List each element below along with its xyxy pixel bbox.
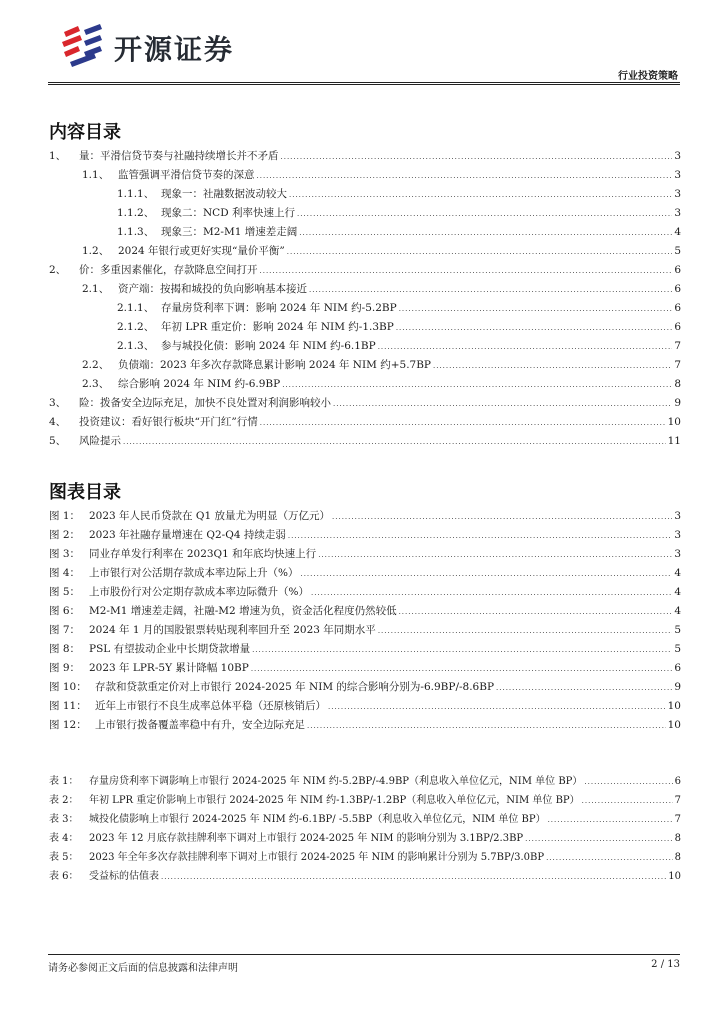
figure-entry[interactable] bbox=[49, 509, 681, 523]
figure-entry-number: 图 11： bbox=[49, 700, 87, 712]
figure-entry-page: 10 bbox=[667, 719, 681, 731]
toc-entry-text: 综合影响 2024 年 NIM 约-6.9BP bbox=[118, 378, 281, 390]
figure-entry-text: 上市股份行对公定期存款成本率边际微升（%） bbox=[89, 586, 309, 598]
figure-entry[interactable] bbox=[49, 528, 681, 542]
toc-leader-dots bbox=[309, 283, 672, 297]
toc-leader-dots bbox=[582, 794, 673, 808]
toc-entry-number: 1.2、 bbox=[82, 245, 110, 257]
toc-leader-dots bbox=[252, 643, 672, 657]
toc-entry-number: 1.1.1、 bbox=[117, 188, 155, 200]
toc-entry-text: 资产端：按揭和城投的负向影响基本接近 bbox=[118, 283, 307, 295]
figure-entry-text: 上市银行对公活期存款成本率边际上升（%） bbox=[89, 567, 299, 579]
toc-entry-page: 3 bbox=[674, 188, 681, 200]
table-entry-number: 表 6： bbox=[49, 871, 79, 882]
toc-leader-dots bbox=[307, 719, 666, 733]
figures-title: 图表目录 bbox=[49, 482, 121, 503]
table-entry-text: 受益标的估值表 bbox=[89, 871, 159, 882]
toc-entry-page: 3 bbox=[674, 207, 681, 219]
toc-leader-dots bbox=[433, 359, 672, 373]
figure-entry-page: 5 bbox=[674, 624, 681, 636]
toc-entry-page: 7 bbox=[674, 340, 681, 352]
toc-entry-number: 2.3、 bbox=[82, 378, 110, 390]
toc-entry[interactable] bbox=[117, 320, 681, 334]
figure-entry-number: 图 2： bbox=[49, 529, 81, 541]
figure-entry[interactable] bbox=[49, 585, 681, 599]
table-entry-page: 7 bbox=[674, 814, 681, 825]
figure-entry[interactable] bbox=[49, 661, 681, 675]
toc-entry-page: 11 bbox=[667, 435, 681, 447]
toc-entry-number: 2.2、 bbox=[82, 359, 110, 371]
figure-entry-number: 图 7： bbox=[49, 624, 81, 636]
table-entry-page: 8 bbox=[674, 833, 681, 844]
toc-entry[interactable] bbox=[49, 396, 681, 410]
figure-entry-page: 10 bbox=[667, 700, 681, 712]
page-header bbox=[48, 18, 680, 74]
toc-entry-number: 3、 bbox=[49, 397, 67, 409]
toc-entry-text: 监管强调平滑信贷节奏的深意 bbox=[118, 169, 255, 181]
toc-entry-page: 3 bbox=[674, 150, 681, 162]
toc-entry-number: 5、 bbox=[49, 435, 67, 447]
table-entry-text: 2023 年全年多次存款挂牌利率下调对上市银行 2024-2025 年 NIM 的影响累计分别为 5.7BP/3.0BP bbox=[89, 852, 545, 863]
toc-entry-page: 6 bbox=[674, 264, 681, 276]
figure-entry[interactable] bbox=[49, 623, 681, 637]
toc-entry[interactable] bbox=[117, 206, 681, 220]
table-entry-text: 年初 LPR 重定价影响上市银行 2024-2025 年 NIM 约-1.3BP/-1.2BP（利息收入单位亿元，NIM 单位 BP） bbox=[89, 795, 580, 806]
toc-entry-text: 现象二：NCD 利率快速上行 bbox=[161, 207, 295, 219]
figure-entry-text: M2-M1 增速差走阔，社融-M2 增速为负，资金活化程度仍然较低 bbox=[89, 605, 397, 617]
toc-leader-dots bbox=[399, 605, 673, 619]
toc-leader-dots bbox=[300, 567, 672, 581]
table-entry[interactable] bbox=[49, 775, 681, 789]
footer-divider bbox=[48, 954, 680, 955]
figure-entry[interactable] bbox=[49, 642, 681, 656]
toc-entry-page: 3 bbox=[674, 169, 681, 181]
toc-entry-text: 现象三：M2-M1 增速差走阔 bbox=[161, 226, 298, 238]
toc-entry-number: 1.1、 bbox=[82, 169, 110, 181]
toc-entry-number: 1.1.2、 bbox=[117, 207, 155, 219]
figure-entry-number: 图 12： bbox=[49, 719, 87, 731]
figure-entry[interactable] bbox=[49, 547, 681, 561]
table-entry-page: 6 bbox=[674, 776, 681, 787]
toc-leader-dots bbox=[548, 813, 673, 827]
table-entry-page: 10 bbox=[668, 871, 681, 882]
figure-entry-page: 4 bbox=[674, 586, 681, 598]
toc-entry-page: 10 bbox=[667, 416, 681, 428]
toc-leader-dots bbox=[399, 302, 673, 316]
toc-entry[interactable] bbox=[82, 358, 681, 372]
figure-entry-page: 3 bbox=[674, 548, 681, 560]
toc-entry-text: 参与城投化债：影响 2024 年 NIM 约-6.1BP bbox=[161, 340, 376, 352]
figure-entry-text: 存款和贷款重定价对上市银行 2024-2025 年 NIM 的综合影响分别为-6.9BP/-8.6BP bbox=[95, 681, 495, 693]
figure-entry-number: 图 10： bbox=[49, 681, 87, 693]
table-entry-number: 表 2： bbox=[49, 795, 79, 806]
toc-entry-number: 2.1、 bbox=[82, 283, 110, 295]
table-entry-number: 表 4： bbox=[49, 833, 79, 844]
toc-leader-dots bbox=[297, 207, 672, 221]
toc-entry[interactable] bbox=[82, 168, 681, 182]
figure-entry-page: 9 bbox=[674, 681, 681, 693]
toc-entry-page: 6 bbox=[674, 321, 681, 333]
toc-entry-text: 风险提示 bbox=[79, 435, 121, 447]
toc-entry-text: 现象一：社融数据波动较大 bbox=[161, 188, 287, 200]
table-entry[interactable] bbox=[49, 794, 681, 808]
toc-leader-dots bbox=[257, 169, 673, 183]
toc-entry-text: 负债端：2023 年多次存款降息累计影响 2024 年 NIM 约+5.7BP bbox=[118, 359, 431, 371]
contents-title: 内容目录 bbox=[49, 122, 121, 143]
toc-leader-dots bbox=[289, 188, 672, 202]
table-entry-page: 8 bbox=[674, 852, 681, 863]
figure-entry-text: 2023 年 LPR-5Y 累计降幅 10BP bbox=[89, 662, 249, 674]
toc-leader-dots bbox=[161, 870, 666, 884]
figure-entry-number: 图 1： bbox=[49, 510, 81, 522]
table-entry[interactable] bbox=[49, 851, 681, 865]
toc-entry[interactable] bbox=[49, 415, 681, 429]
toc-leader-dots bbox=[299, 226, 672, 240]
toc-entry-text: 存量房贷利率下调：影响 2024 年 NIM 约-5.2BP bbox=[161, 302, 397, 314]
toc-entry-page: 7 bbox=[674, 359, 681, 371]
figure-entry-number: 图 8： bbox=[49, 643, 81, 655]
toc-leader-dots bbox=[311, 586, 672, 600]
header-divider bbox=[48, 82, 680, 83]
toc-leader-dots bbox=[333, 397, 672, 411]
figure-entry-page: 3 bbox=[674, 510, 681, 522]
toc-leader-dots bbox=[525, 832, 672, 846]
figure-entry-page: 4 bbox=[674, 567, 681, 579]
figure-entry-number: 图 9： bbox=[49, 662, 81, 674]
figure-entry[interactable] bbox=[49, 604, 681, 618]
figure-entry-page: 4 bbox=[674, 605, 681, 617]
toc-leader-dots bbox=[260, 416, 666, 430]
figure-entry-text: 2024 年 1 月的国股银票转贴现利率回升至 2023 年同期水平 bbox=[89, 624, 376, 636]
toc-leader-dots bbox=[287, 245, 673, 259]
toc-leader-dots bbox=[332, 510, 672, 524]
table-entry-text: 城投化债影响上市银行 2024-2025 年 NIM 约-6.1BP/ -5.5BP（利息收入单位亿元，NIM 单位 BP） bbox=[89, 814, 546, 825]
brand-name: 开源证券 bbox=[114, 33, 235, 66]
toc-entry[interactable] bbox=[82, 377, 681, 391]
figure-entry[interactable] bbox=[49, 566, 681, 580]
toc-leader-dots bbox=[378, 624, 673, 638]
toc-leader-dots bbox=[378, 340, 673, 354]
toc-entry-number: 2.1.2、 bbox=[117, 321, 155, 333]
table-entry-number: 表 3： bbox=[49, 814, 79, 825]
toc-entry-number: 1、 bbox=[49, 150, 67, 162]
figure-entry-text: 同业存单发行利率在 2023Q1 和年底均快速上行 bbox=[89, 548, 317, 560]
report-type: 行业投资策略 bbox=[618, 71, 678, 82]
toc-entry[interactable] bbox=[117, 301, 681, 315]
toc-leader-dots bbox=[546, 851, 673, 865]
table-entry-text: 2023 年 12 月底存款挂牌利率下调对上市银行 2024-2025 年 NIM 的影响分别为 3.1BP/2.3BP bbox=[89, 833, 524, 844]
kaiyuan-logo-icon bbox=[58, 22, 106, 68]
figure-entry-text: 上市银行拨备覆盖率稳中有升，安全边际充足 bbox=[95, 719, 305, 731]
toc-entry-text: 价：多重因素催化，存款降息空间打开 bbox=[79, 264, 258, 276]
table-entry-number: 表 5： bbox=[49, 852, 79, 863]
toc-entry-page: 9 bbox=[674, 397, 681, 409]
figure-entry-page: 6 bbox=[674, 662, 681, 674]
table-entry[interactable] bbox=[49, 813, 681, 827]
page-number: 2 / 13 bbox=[651, 959, 680, 970]
toc-entry-page: 6 bbox=[674, 283, 681, 295]
figure-entry[interactable] bbox=[49, 680, 681, 694]
toc-entry-number: 1.1.3、 bbox=[117, 226, 155, 238]
figure-entry-text: 2023 年人民币贷款在 Q1 放量尤为明显（万亿元） bbox=[89, 510, 331, 522]
toc-entry-page: 5 bbox=[674, 245, 681, 257]
toc-entry-text: 年初 LPR 重定价：影响 2024 年 NIM 约-1.3BP bbox=[161, 321, 394, 333]
toc-entry-text: 险：拨备安全边际充足，加快不良处置对利润影响较小 bbox=[79, 397, 331, 409]
figure-entry[interactable] bbox=[49, 718, 681, 732]
figure-entry-number: 图 6： bbox=[49, 605, 81, 617]
table-entry-number: 表 1： bbox=[49, 776, 79, 787]
toc-entry-text: 投资建议：看好银行板块“开门红”行情 bbox=[79, 416, 258, 428]
toc-entry[interactable] bbox=[82, 244, 681, 258]
toc-entry[interactable] bbox=[49, 149, 681, 163]
figure-entry-number: 图 3： bbox=[49, 548, 81, 560]
figure-entry-number: 图 5： bbox=[49, 586, 81, 598]
table-entry[interactable] bbox=[49, 832, 681, 846]
table-entry-text: 存量房贷利率下调影响上市银行 2024-2025 年 NIM 约-5.2BP/-4.9BP（利息收入单位亿元，NIM 单位 BP） bbox=[89, 776, 583, 787]
toc-entry-page: 6 bbox=[674, 302, 681, 314]
toc-leader-dots bbox=[584, 775, 672, 789]
toc-entry-text: 量：平滑信贷节奏与社融持续增长并不矛盾 bbox=[79, 150, 279, 162]
figure-entry-text: PSL 有望拔动企业中长期贷款增量 bbox=[89, 643, 251, 655]
toc-entry-text: 2024 年银行或更好实现“量价平衡” bbox=[118, 245, 285, 257]
toc-entry-page: 8 bbox=[674, 378, 681, 390]
toc-leader-dots bbox=[260, 264, 673, 278]
toc-entry-number: 4、 bbox=[49, 416, 67, 428]
toc-entry[interactable] bbox=[117, 339, 681, 353]
header-divider-thin bbox=[48, 84, 680, 85]
toc-entry[interactable] bbox=[49, 434, 681, 448]
toc-entry[interactable] bbox=[82, 282, 681, 296]
figure-entry-number: 图 4： bbox=[49, 567, 81, 579]
figure-entry[interactable] bbox=[49, 699, 681, 713]
figure-entry-page: 5 bbox=[674, 643, 681, 655]
table-entry-page: 7 bbox=[674, 795, 681, 806]
table-entry[interactable] bbox=[49, 870, 681, 884]
toc-leader-dots bbox=[328, 700, 666, 714]
toc-entry-number: 2.1.1、 bbox=[117, 302, 155, 314]
toc-leader-dots bbox=[282, 378, 672, 392]
toc-leader-dots bbox=[318, 548, 672, 562]
toc-entry[interactable] bbox=[117, 225, 681, 239]
toc-leader-dots bbox=[123, 435, 666, 449]
disclaimer-note: 请务必参阅正文后面的信息披露和法律声明 bbox=[48, 963, 238, 974]
toc-leader-dots bbox=[288, 529, 672, 543]
figure-entry-text: 近年上市银行不良生成率总体平稳（还原核销后） bbox=[95, 700, 326, 712]
toc-leader-dots bbox=[396, 321, 673, 335]
toc-entry-number: 2.1.3、 bbox=[117, 340, 155, 352]
toc-entry[interactable] bbox=[117, 187, 681, 201]
figure-entry-text: 2023 年社融存量增速在 Q2-Q4 持续走弱 bbox=[89, 529, 286, 541]
toc-entry[interactable] bbox=[49, 263, 681, 277]
figure-entry-page: 3 bbox=[674, 529, 681, 541]
toc-leader-dots bbox=[496, 681, 672, 695]
toc-entry-number: 2、 bbox=[49, 264, 67, 276]
toc-leader-dots bbox=[251, 662, 672, 676]
toc-entry-page: 4 bbox=[674, 226, 681, 238]
toc-leader-dots bbox=[281, 150, 673, 164]
